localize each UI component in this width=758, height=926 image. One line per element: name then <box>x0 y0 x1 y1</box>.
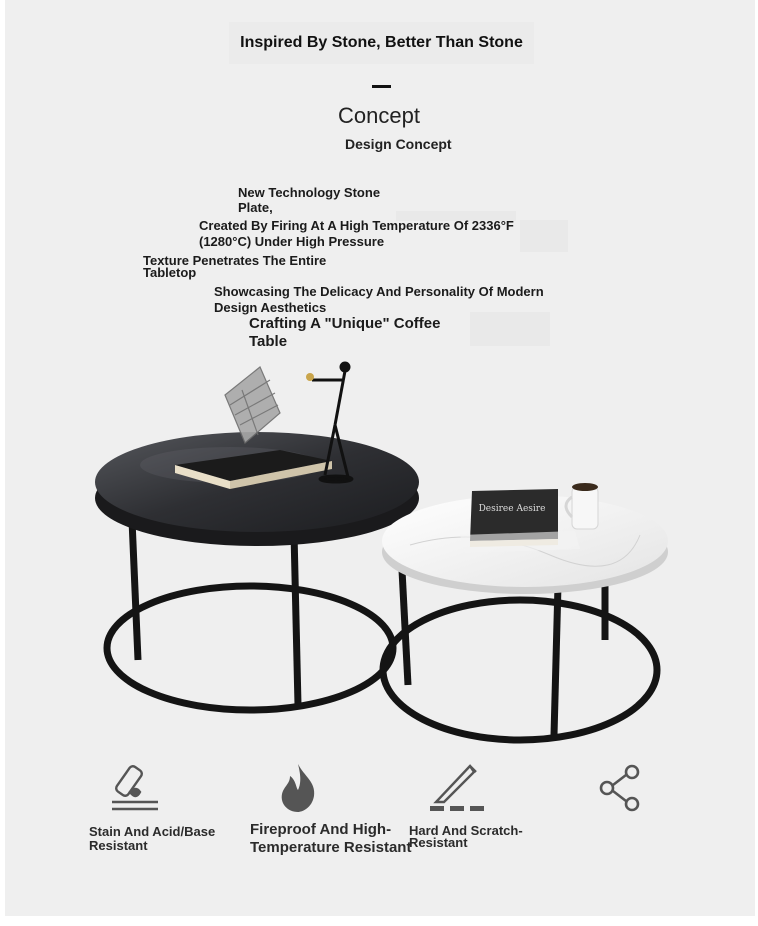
large-table-glass-top <box>95 432 419 546</box>
feature-line-stone-plate: New Technology Stone Plate, <box>238 185 381 215</box>
concept-subtitle: Design Concept <box>345 136 452 152</box>
wire-sculpture <box>225 367 280 443</box>
feature-line-aesthetics: Showcasing The Delicacy And Personality Of Modern Design Aesthetics <box>214 284 544 315</box>
headline: Inspired By Stone, Better Than Stone <box>229 22 534 64</box>
feature-label-scratch-resistant: Hard And Scratch-Resistant <box>409 823 523 850</box>
lab-flask-icon <box>108 762 164 814</box>
concept-title: Concept <box>338 103 420 128</box>
small-table-frame <box>383 570 657 740</box>
flame-icon <box>276 762 320 814</box>
feature-line-texture: Texture Penetrates The Entire Tabletop <box>143 253 327 280</box>
feature-line-unique: Crafting A "Unique" Coffee Table <box>249 315 441 350</box>
title-divider <box>372 85 391 88</box>
ghost-text-block <box>470 312 550 346</box>
feature-label-fireproof: Fireproof And High-Temperature Resistant <box>250 821 412 856</box>
large-table-frame <box>107 520 393 710</box>
book-title: Desiree Aesire <box>478 504 546 514</box>
share-icon[interactable] <box>598 764 642 812</box>
feature-line-firing: Created By Firing At A High Temperature Of 2336°F (1280°C) Under High Pressure <box>199 218 514 249</box>
coffee-table-product-image <box>80 355 680 750</box>
knife-scratch-icon <box>426 762 490 814</box>
feature-label-stain-resistant: Stain And Acid/Base Resistant <box>89 824 216 853</box>
